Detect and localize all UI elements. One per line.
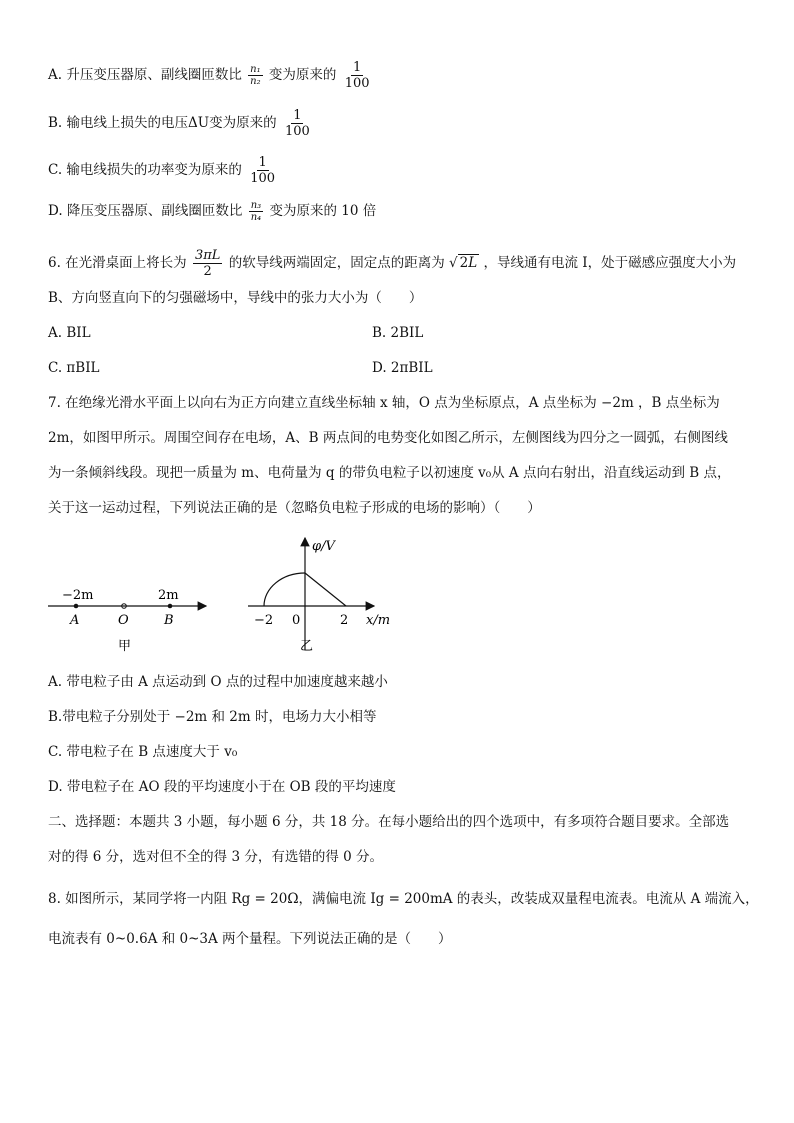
label-a: A [70,613,80,628]
q7-stem-line3: 为一条倾斜线段。现把一质量为 m、电荷量为 q 的带负电粒子以初速度 v₀从 A 点向右射出，沿直线运动到 B 点， [48,465,731,481]
q5-option-c[interactable] [48,155,279,186]
label-2m: 2m [158,588,179,603]
caption-yi: 乙 [300,639,314,654]
tick-2: 2 [340,613,349,628]
q7-stem-line4: 关于这一运动过程，下列说法正确的是（忽略负电粒子形成的电场的影响）（ ） [48,500,541,516]
q7-stem-line2: 2m，如图甲所示。周围空间存在电场，A、B 两点间的电势变化如图乙所示，左侧图线为四分之一圆弧，右侧图线 [48,430,728,446]
q6-sqrt-value: 2L [459,255,478,271]
q5-option-b-text: B. 输电线上损失的电压ΔU变为原来的 [48,115,277,131]
q6-stem-line1: 6. 在光滑桌面上将长为 $\frac{3\pi L}{2}$ 的软导线两端固定，固定点的距离为 √ 2L ，导线通有电流 I，处于磁感应强度大小为 [48,248,737,279]
q5-a-turns-ratio: $\frac{\text{n₁}}{\text{n₂}}$ [250,64,261,87]
point-a-dot [74,604,79,609]
q5-option-c-text: C. 输电线损失的功率变为原来的 [48,162,242,178]
tick-0: 0 [292,613,301,628]
q5-b-ratio: $\frac{1}{100}$ [284,108,310,139]
q7-option-d[interactable]: D. 带电粒子在 AO 段的平均速度小于在 OB 段的平均速度 [48,779,396,795]
q5-a-ratio: $\frac{1}{100}$ [344,60,370,91]
q6-stem-line2: B、方向竖直向下的匀强磁场中，导线中的张力大小为（ ） [48,290,423,306]
tick-neg2: −2 [254,613,274,628]
q5-option-b[interactable] [48,108,314,139]
potential-slope [305,573,346,606]
label-b: B [164,613,174,628]
q8-stem-line2: 电流表有 0~0.6A 和 0~3A 两个量程。下列说法正确的是（ ） [48,931,452,947]
q7-stem-line1: 7. 在绝缘光滑水平面上以向右为正方向建立直线坐标轴 x 轴，O 点为坐标原点，A 点坐标为 −2m ，B 点坐标为 [48,395,720,411]
q5-option-d[interactable]: D. 降压变压器原、副线圈匝数比 $\frac{\text{n₃}}{\text{n₄}}$ 变为原来的 10 倍 [48,200,377,223]
label-o: O [118,613,129,628]
q7-figure-yi [246,532,396,662]
q6-option-c[interactable]: C. πBIL [48,360,100,376]
q7-option-b[interactable]: B.带电粒子分别处于 −2m 和 2m 时，电场力大小相等 [48,709,377,725]
q8-stem-line1: 8. 如图所示，某同学将一内阻 Rg = 20Ω，满偏电流 Ig = 200mA 的表头，改装成双量程电流表。电流从 A 端流入， [48,891,759,907]
q7-option-c[interactable]: C. 带电粒子在 B 点速度大于 v₀ [48,744,238,760]
q5-c-ratio: $\frac{1}{100}$ [250,155,276,186]
q7-figure-jia [44,580,214,660]
q6-option-d[interactable]: D. 2πBIL [372,360,433,376]
q6-option-a[interactable]: A. BIL [48,325,91,341]
q6-length-fraction: $\frac{3\pi L}{2}$ [194,248,221,279]
q5-option-a[interactable]: A. 升压变压器原、副线圈匝数比 $\frac{\text{n₁}}{\text{n₂}}$ 变为原来的 $\frac{1}{100}$ [48,60,370,91]
x-axis-label: x/m [366,613,391,628]
label-neg2m: −2m [62,588,94,603]
section2-instructions-line2: 对的得 6 分，选对但不全的得 3 分，有选错的得 0 分。 [48,849,384,865]
y-axis-label: φ/V [312,539,335,554]
q5-option-d-text: D. 降压变压器原、副线圈匝数比 [48,203,243,219]
q6-option-b[interactable]: B. 2BIL [372,325,424,341]
caption-jia: 甲 [118,639,132,654]
q5-option-a-text: A. 升压变压器原、副线圈匝数比 [48,67,242,83]
q7-option-a[interactable]: A. 带电粒子由 A 点运动到 O 点的过程中加速度越来越小 [48,674,388,690]
point-b-dot [168,604,173,609]
sqrt-symbol: √ [449,255,458,271]
q5-d-turns-ratio: $\frac{\text{n₃}}{\text{n₄}}$ [250,200,262,223]
potential-arc [264,573,305,606]
section2-instructions-line1: 二、选择题：本题共 3 小题，每小题 6 分，共 18 分。在每小题给出的四个选项中，有多项符合题目要求。全部选 [48,814,730,830]
